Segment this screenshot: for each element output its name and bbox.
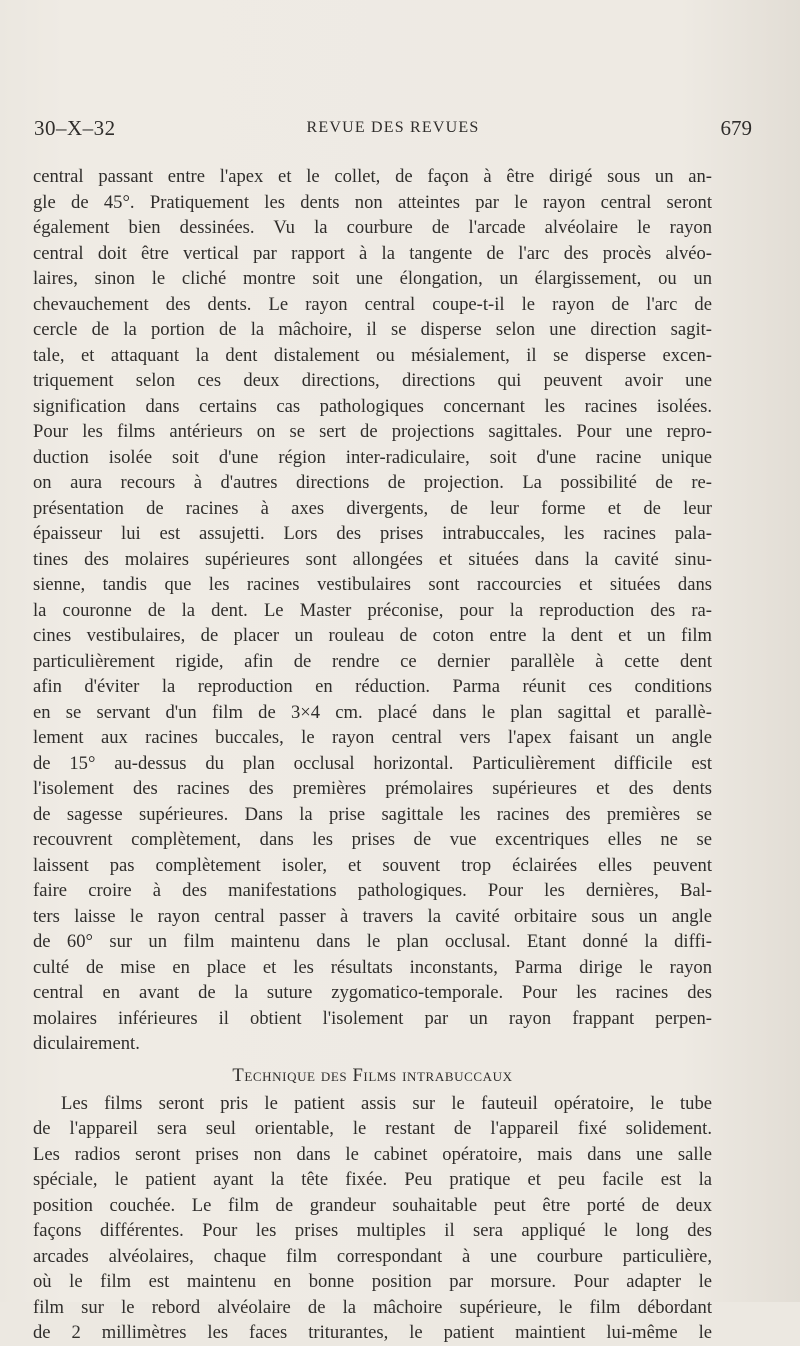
text-line: triquement selon ces deux directions, directions qui peuvent avoir une	[33, 370, 712, 391]
text-line: en se servant d'un film de 3×4 cm. placé dans le plan sagittal et parallè-	[33, 701, 712, 723]
text-line: présentation de racines à axes divergents, de leur forme et de leur	[33, 497, 712, 519]
text-line: où le film est maintenu en bonne position par morsure. Pour adapter le	[33, 1271, 712, 1292]
text-line: épaisseur lui est assujetti. Lors des prises intrabuccales, les racines pala-	[33, 523, 712, 544]
text-line: afin d'éviter la reproduction en réduction. Parma réunit ces conditions	[33, 676, 712, 697]
text-line: gle de 45°. Pratiquement les dents non atteintes par le rayon central seront	[33, 191, 712, 213]
text-line: spéciale, le patient ayant la tête fixée. Peu pratique et peu facile est la	[33, 1169, 712, 1190]
text-line: chevauchement des dents. Le rayon central coupe-t-il le rayon de l'arc de	[33, 293, 712, 315]
text-line: cines vestibulaires, de placer un rouleau de coton entre la dent et un film	[33, 625, 712, 646]
page-number: 679	[720, 116, 752, 140]
text-line: position couchée. Le film de grandeur souhaitable peut être porté de deux	[33, 1194, 712, 1216]
header-date: 30–X–32	[34, 116, 116, 140]
text-line: central en avant de la suture zygomatico-temporale. Pour les racines des	[33, 982, 712, 1003]
text-line: particulièrement rigide, afin de rendre ce dernier parallèle à cette dent	[33, 650, 712, 672]
text-line: on aura recours à d'autres directions de projection. La possibilité de re-	[33, 472, 712, 493]
text-line: arcades alvéolaires, chaque film correspondant à une courbure particulière,	[33, 1245, 712, 1267]
text-line: laissent pas complètement isoler, et souvent trop éclairées elles peuvent	[33, 854, 712, 876]
header-title: REVUE DES REVUES	[306, 119, 480, 136]
paragraph-1	[33, 164, 712, 1057]
text-line: l'isolement des racines des premières prémolaires supérieures et des dents	[33, 778, 712, 799]
text-line: film sur le rebord alvéolaire de la mâchoire supérieure, le film débordant	[33, 1296, 712, 1318]
text-line: lement aux racines buccales, le rayon central vers l'apex faisant un angle	[33, 727, 712, 748]
text-line: de sagesse supérieures. Dans la prise sagittale les racines des premières se	[33, 803, 712, 825]
paragraph-2	[33, 1091, 712, 1346]
text-line: Les films seront pris le patient assis sur le fauteuil opératoire, le tube	[61, 1092, 712, 1114]
text-line: molaires inférieures il obtient l'isolement par un rayon frappant perpen-	[33, 1007, 712, 1029]
text-line: duction isolée soit d'une région inter-radiculaire, soit d'une racine unique	[33, 446, 712, 468]
text-line: tines des molaires supérieures sont allongées et situées dans la cavité sinu-	[33, 548, 712, 570]
text-line: cercle de la portion de la mâchoire, il se disperse selon une direction sagit-	[33, 319, 712, 340]
running-head	[34, 116, 752, 146]
text-line: de 2 millimètres les faces triturantes, le patient maintient lui-même le	[33, 1322, 712, 1343]
text-line: Les radios seront prises non dans le cabinet opératoire, mais dans une salle	[33, 1143, 712, 1165]
text-line: également bien dessinées. Vu la courbure de l'arcade alvéolaire le rayon	[33, 217, 712, 238]
text-line: de l'appareil sera seul orientable, le restant de l'appareil fixé solidement.	[33, 1118, 712, 1139]
article-body	[33, 164, 712, 1346]
text-line: faire croire à des manifestations pathologiques. Pour les dernières, Bal-	[33, 880, 712, 901]
text-line: laires, sinon le cliché montre soit une élongation, un élargissement, ou un	[33, 268, 712, 289]
text-line: sienne, tandis que les racines vestibulaires sont raccourcies et situées dans	[33, 574, 712, 595]
text-line: Pour les films antérieurs on se sert de projections sagittales. Pour une repro-	[33, 421, 712, 442]
text-line: diculairement.	[33, 1033, 140, 1054]
text-line: recouvrent complètement, dans les prises de vue excentriques elles ne se	[33, 829, 712, 850]
text-line: central passant entre l'apex et le collet, de façon à être dirigé sous un an-	[33, 166, 712, 187]
text-line: central doit être vertical par rapport à la tangente de l'arc des procès alvéo-	[33, 242, 712, 264]
text-line: culté de mise en place et les résultats inconstants, Parma dirige le rayon	[33, 956, 712, 978]
text-line: la couronne de la dent. Le Master préconise, pour la reproduction des ra-	[33, 599, 712, 621]
text-line: façons différentes. Pour les prises multiples il sera appliqué le long des	[33, 1220, 712, 1241]
text-line: de 60° sur un film maintenu dans le plan occlusal. Etant donné la diffi-	[33, 931, 712, 952]
text-line: de 15° au-dessus du plan occlusal horizontal. Particulièrement difficile est	[33, 752, 712, 774]
text-line: ters laisse le rayon central passer à travers la cavité orbitaire sous un angle	[33, 905, 712, 927]
section-heading: Technique des Films intrabuccaux	[232, 1064, 513, 1086]
text-line: tale, et attaquant la dent distalement ou mésialement, il se disperse excen-	[33, 344, 712, 366]
text-line: signification dans certains cas pathologiques concernant les racines isolées.	[33, 395, 712, 417]
